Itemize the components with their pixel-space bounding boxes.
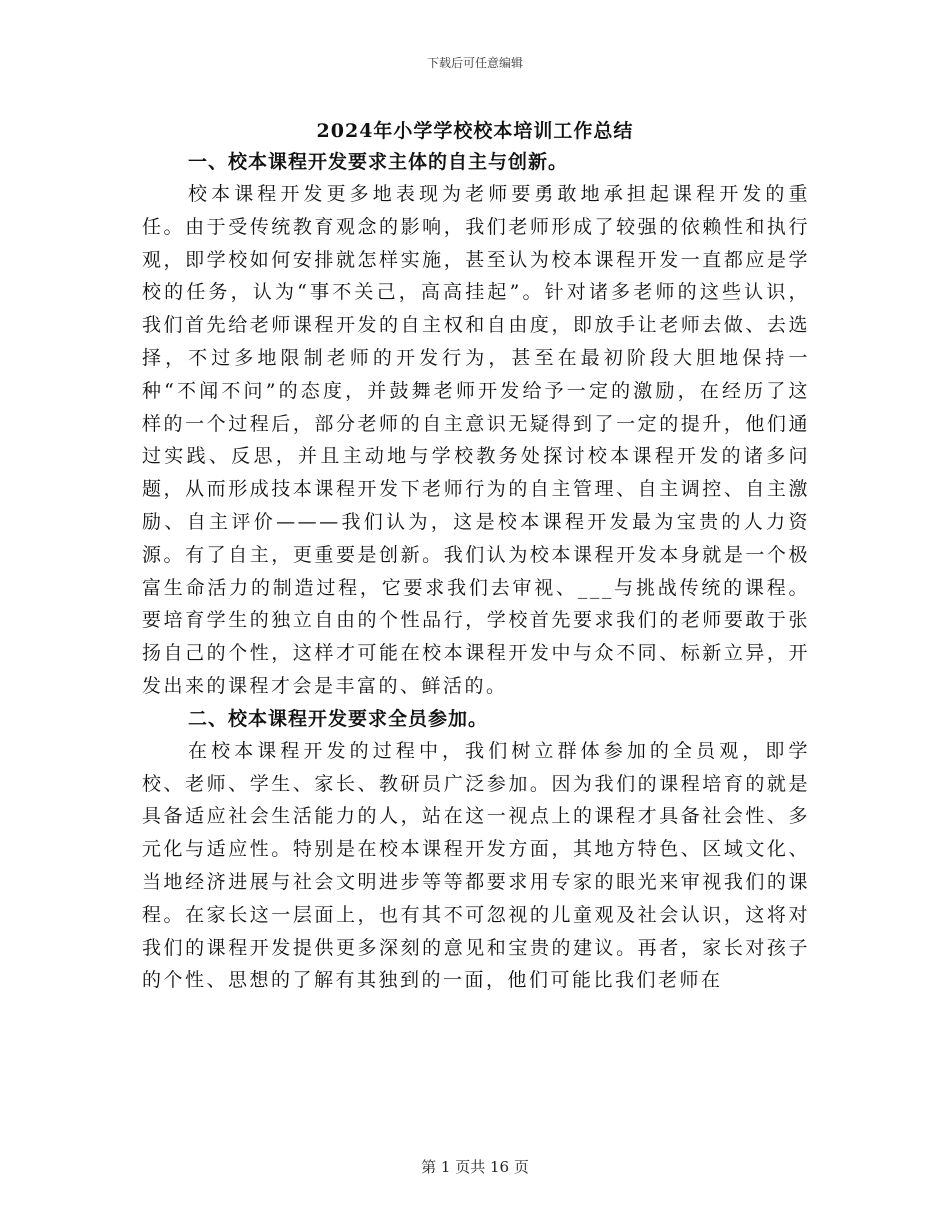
section-heading-2: 二、校本课程开发要求全员参加。 (188, 707, 489, 730)
document-title: 2024年小学学校校本培训工作总结 (316, 120, 634, 142)
section-paragraph-1: 校本课程开发更多地表现为老师要勇敢地承担起课程开发的重任。由于受传统教育观念的影响，我们老师形成了较强的依赖性和执行观，即学校如何安排就怎样实施，甚至认为校本课程开发一直都应是学校的任务，认为“事不关己，高高挂起”。针对诸多老师的这些认识，我们首先给老师课程开发的自主权和自由度，即放手让老师去做、去选择，不过多地限制老师的开发行为，甚至在最初阶段大胆地保持一种“不闻不问”的态度，并鼓舞老师开发给予一定的激励，在经历了这样的一个过程后，部分老师的自主意识无疑得到了一定的提升，他们通过实践、反思，并且主动地与学校教务处探讨校本课程开发的诸多问题，从而形成技本课程开发下老师行为的自主管理、自主调控、自主激励、自主评价———我们认为，这是校本课程开发最为宝贵的人力资源。有了自主，更重要是创新。我们认为校本课程开发本身就是一个极富生命活力的制造过程，它要求我们去审视、___与挑战传统的课程。要培育学生的独立自由的个性品行，学校首先要求我们的老师要敢于张扬自己的个性，这样才可能在校本课程开发中与众不同、标新立异，开发出来的课程才会是丰富的、鲜活的。 (142, 183, 810, 697)
document-body (142, 146, 810, 997)
section-paragraph-2: 在校本课程开发的过程中，我们树立群体参加的全员观，即学校、老师、学生、家长、教研员广泛参加。因为我们的课程培育的就是具备适应社会生活能力的人，站在这一视点上的课程才具备社会性、多元化与适应性。特别是在校本课程开发方面，其地方特色、区域文化、当地经济进展与社会文明进步等等都要求用专家的眼光来审视我们的课程。在家长这一层面上，也有其不可忽视的儿童观及社会认识，这将对我们的课程开发提供更多深刻的意见和宝贵的建议。再者，家长对孩子的个性、思想的了解有其独到的一面，他们可能比我们老师在 (142, 739, 810, 992)
section-heading-1: 一、校本课程开发要求主体的自主与创新。 (188, 151, 569, 173)
page-footer: 第 1 页共 16 页 (421, 1158, 529, 1176)
header-note: 下载后可任意编辑 (426, 56, 523, 70)
